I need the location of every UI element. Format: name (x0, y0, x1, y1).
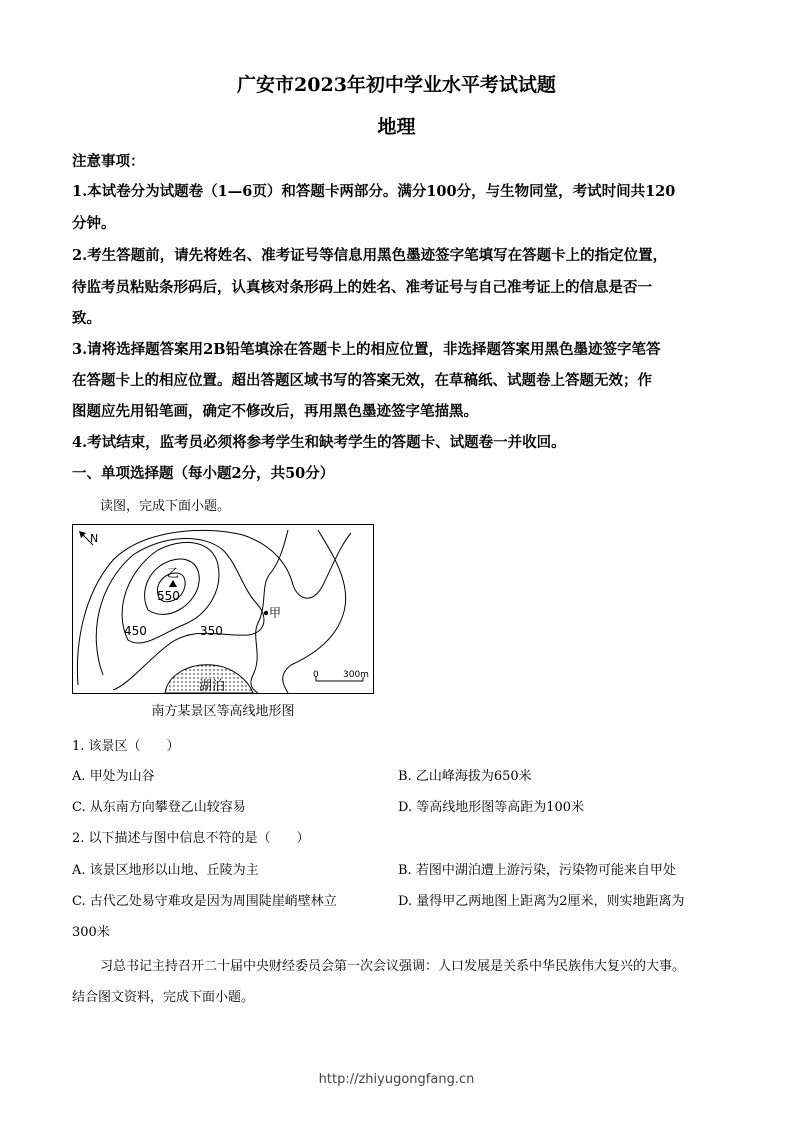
note-line: 图题应先用铅笔画，确定不修改后，再用黑色墨迹签字笔描黑。 (72, 403, 478, 420)
lake-label: 湖泊 (199, 679, 226, 693)
section-intro: 读图，完成下面小题。 (100, 499, 231, 514)
scale-300-label: 300m (343, 670, 369, 680)
option-d: D. 等高线地形图等高距为100米 (398, 800, 585, 815)
contour-label-350: 350 (200, 624, 223, 638)
note-line: 4.考试结束，监考员必须将参考学生和缺考学生的答题卡、试题卷一并收回。 (72, 434, 566, 451)
jia-label: 甲 (269, 606, 282, 620)
note-line: 待监考员粘贴条形码后，认真核对条形码上的姓名、准考证号与自己准考证上的信息是否一 (72, 279, 652, 296)
scale-zero-label: 0 (313, 670, 319, 680)
contour-map (72, 524, 374, 694)
note-line: 分钟。 (72, 215, 116, 232)
note-line: 1.本试卷分为试题卷（1—6页）和答题卡两部分。满分100分，与生物同堂，考试时间共120 (72, 183, 676, 200)
section-heading: 一、单项选择题（每小题2分，共50分） (72, 465, 335, 482)
option-b: B. 若图中湖泊遭上游污染，污染物可能来自甲处 (398, 863, 676, 878)
contour-label-450: 450 (124, 624, 147, 638)
option-d-continued: 300米 (72, 925, 110, 940)
option-b: B. 乙山峰海拔为650米 (398, 769, 532, 784)
contour-outer (77, 530, 351, 685)
option-c: C. 从东南方向攀登乙山较容易 (72, 800, 246, 815)
right-contour (283, 530, 346, 693)
jia-point-icon (264, 611, 268, 615)
option-a: A. 该景区地形以山地、丘陵为主 (72, 863, 259, 878)
question-stem: 1. 该景区（ ） (72, 739, 180, 754)
footer-url[interactable]: http://zhiyugongfang.cn (318, 1072, 475, 1087)
map-caption: 南方某景区等高线地形图 (151, 704, 295, 719)
passage-line: 习总书记主持召开二十届中央财经委员会第一次会议强调：人口发展是关系中华民族伟大复兴的大事。 (100, 959, 686, 974)
option-c: C. 古代乙处易守难攻是因为周围陡崖峭壁林立 (72, 894, 337, 909)
contour-map-drawing (73, 525, 373, 693)
notes-heading: 注意事项： (72, 153, 145, 170)
subject-title: 地理 (377, 116, 416, 138)
contour-350 (96, 539, 264, 690)
question-stem: 2. 以下描述与图中信息不符的是（ ） (72, 831, 310, 846)
peak-marker-icon (169, 580, 177, 587)
exam-title: 广安市2023年初中学业水平考试试题 (237, 74, 556, 96)
peak-label: 乙 (167, 566, 180, 580)
option-a: A. 甲处为山谷 (72, 769, 155, 784)
note-line: 3.请将选择题答案用2B铅笔填涂在答题卡上的相应位置，非选择题答案用黑色墨迹签字笔答 (72, 341, 661, 358)
note-line: 2.考生答题前，请先将姓名、准考证号等信息用黑色墨迹签字笔填写在答题卡上的指定位置， (72, 247, 668, 264)
option-d: D. 量得甲乙两地图上距离为2厘米，则实地距离为 (398, 894, 685, 909)
passage-line: 结合图文资料，完成下面小题。 (72, 990, 255, 1005)
north-label: N (90, 532, 99, 545)
contour-label-550: 550 (157, 589, 180, 603)
note-line: 致。 (72, 310, 101, 327)
note-line: 在答题卡上的相应位置。超出答题区域书写的答案无效，在草稿纸、试题卷上答题无效；作 (72, 372, 652, 389)
